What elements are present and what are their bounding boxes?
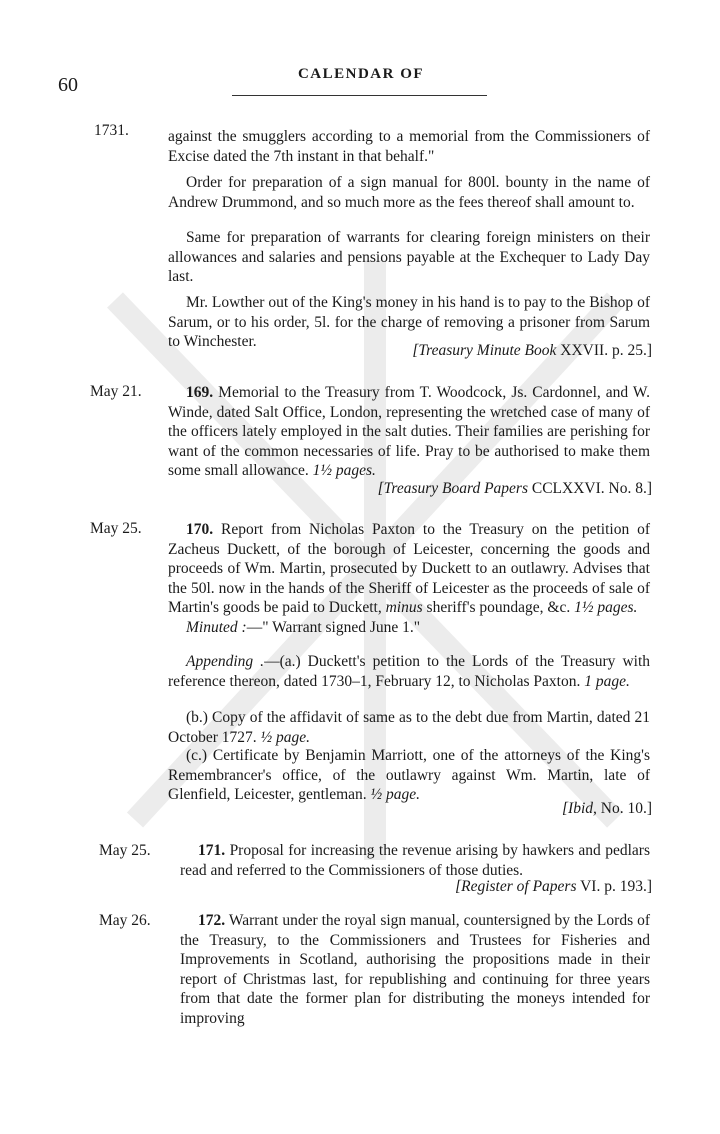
citation-ref: XXVII. p. 25.]: [556, 342, 652, 359]
opening-paragraph-3: Same for preparation of warrants for clearing foreign ministers on their allowances and salaries and pensions payable at the Exchequer to Lady Day last.: [168, 229, 650, 285]
entry-171-number: 171.: [198, 842, 226, 859]
entry-171-body: Proposal for increasing the revenue arising by hawkers and pedlars read and referred to the Commissioners of those duties.: [180, 842, 650, 879]
citation-title: [Ibid,: [562, 800, 597, 817]
entry-170-appending-b: [168, 708, 650, 747]
entry-169-pages: 1½ pages.: [312, 462, 376, 479]
entry-170-appending-a: [168, 652, 650, 691]
running-title: CALENDAR OF: [297, 66, 425, 82]
minuted-label: Minuted :: [186, 619, 247, 636]
appending-c-pages: ½ page.: [370, 786, 421, 803]
entry-172-date: May 26.: [99, 912, 151, 929]
opening-paragraph-4: Mr. Lowther out of the King's money in his hand is to pay to the Bishop of Sarum, or to his order, 5l. for the charge of removing a prisoner from Sarum to Winchester.: [168, 294, 650, 350]
entry-172-number: 172.: [198, 912, 226, 929]
opening-citation: [412, 342, 652, 360]
opening-paragraph-1: against the smugglers according to a memorial from the Commissioners of Excise dated the 7th instant in that behalf.": [168, 128, 650, 165]
entry-171-date: May 25.: [99, 842, 151, 859]
minuted-text: —" Warrant signed June 1.": [246, 619, 421, 636]
entry-170-appending-c: [168, 746, 650, 805]
opening-paragraph-2: Order for preparation of a sign manual for 800l. bounty in the name of Andrew Drummond, and so much more as the fees thereof shall amount to.: [168, 174, 650, 211]
appending-label: Appending .: [186, 653, 265, 670]
entry-169-body: Memorial to the Treasury from T. Woodcock, Js. Cardonnel, and W. Winde, dated Salt Office, London, representing the wretched case of many of the officers lately employed in the salt duties. Their families are perishing for want of the common necessaries of life. Pray to be authorised to make them some small allowance.: [168, 384, 650, 479]
entry-172-body: Warrant under the royal sign manual, countersigned by the Lords of the Treasury, to the Commissioners and Trustees for Fisheries and Improvements in Scotland, authorising the propositions made in their report of Christmas last, for republishing and continuing for three years from that date the former plan for distributing the moneys intended for improving: [180, 912, 650, 1027]
citation-ref: No. 10.]: [596, 800, 652, 817]
appending-a-pages: 1 page.: [584, 672, 630, 690]
entry-169-text: [168, 383, 650, 481]
entry-170-citation: [562, 800, 652, 818]
entry-170-body-end: sheriff's poundage, &c.: [422, 599, 571, 616]
appending-b-pages: ½ page.: [260, 728, 311, 746]
citation-title: [Treasury Minute Book: [412, 342, 557, 359]
entry-170-minuted: [168, 618, 650, 638]
entry-169-citation: [378, 480, 652, 498]
entry-170-minus: minus: [385, 599, 423, 616]
citation-ref: VI. p. 193.]: [576, 878, 652, 895]
citation-title: [Treasury Board Papers: [377, 480, 528, 497]
header-rule: [232, 95, 487, 96]
entry-172-text: [180, 911, 650, 1028]
entry-169-date: May 21.: [90, 383, 142, 400]
year-margin: 1731.: [94, 122, 129, 139]
appending-a-text: —(a.) Duckett's petition to the Lords of the Treasury with reference thereon, dated 1730–1, February 12, to Nicholas Paxton.: [168, 653, 650, 690]
entry-170-pages: 1½ pages.: [574, 599, 638, 616]
entry-170-number: 170.: [186, 521, 214, 538]
citation-title: [Register of Papers: [455, 878, 577, 895]
entry-170-date: May 25.: [90, 520, 142, 537]
appending-b-text: (b.) Copy of the affidavit of same as to the debt due from Martin, dated 21 October 1727.: [168, 709, 650, 746]
entry-169-number: 169.: [186, 384, 214, 401]
page-number: 60: [58, 74, 78, 96]
entry-170-text: [168, 520, 650, 618]
entry-171-text: [180, 841, 650, 880]
entry-171-citation: [455, 878, 652, 896]
entry-170-body: Report from Nicholas Paxton to the Treasury on the petition of Zacheus Duckett, of the borough of Leicester, concerning the goods and proceeds of Wm. Martin, prosecuted by Duckett to an outlawry. Advises that the 50l. now in the hands of the Sheriff of Leicester as the proceeds of sale of Martin's goods be paid to Duckett,: [168, 521, 650, 616]
citation-ref: CCLXXVI. No. 8.]: [528, 480, 652, 497]
appending-c-text: (c.) Certificate by Benjamin Marriott, one of the attorneys of the King's Remembrancer's office, of the outlawry against Wm. Martin, late of Glenfield, Leicester, gentleman.: [168, 747, 650, 803]
